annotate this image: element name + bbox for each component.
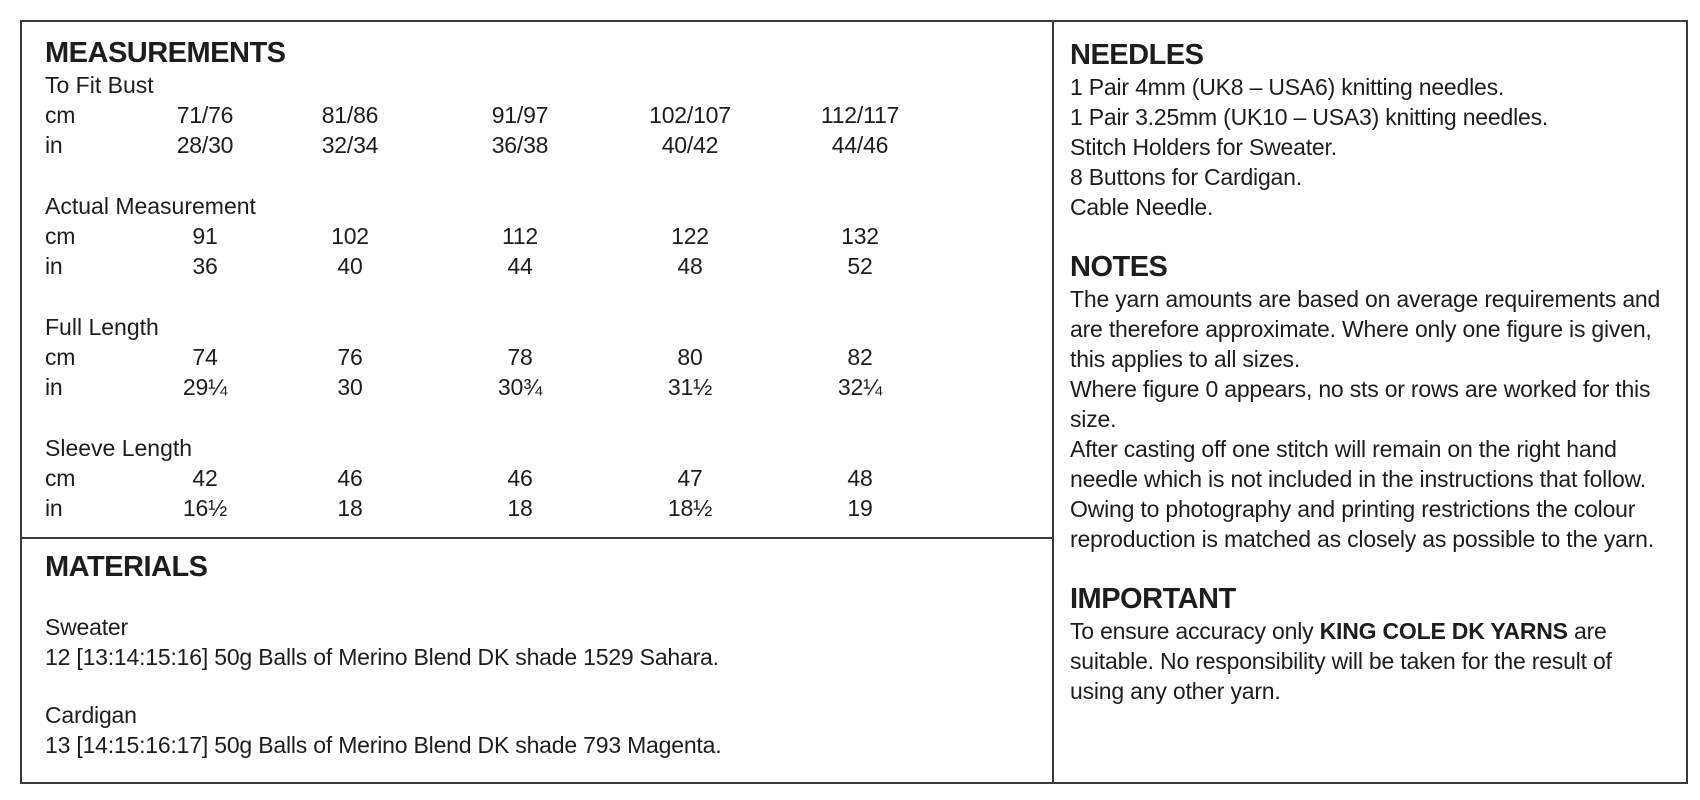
value-cell: 48	[847, 464, 873, 491]
value-cell: 36	[192, 252, 218, 279]
unit-label: in	[45, 252, 63, 279]
value-cell: 46	[337, 464, 363, 491]
important-section	[1070, 582, 1670, 706]
value-cell: 42	[192, 464, 218, 491]
value-cell: 47	[677, 464, 703, 491]
measurement-row	[45, 251, 1005, 281]
value-cell: 40	[337, 252, 363, 279]
important-text-start: To ensure accuracy only	[1070, 618, 1320, 644]
measurement-group	[45, 70, 1005, 160]
important-title: IMPORTANT	[1070, 583, 1236, 615]
important-text-end: are suitable. No responsibility will be taken for the result of using any other yarn.	[1070, 618, 1612, 704]
group-label: To Fit Bust	[45, 72, 154, 98]
notes-title: NOTES	[1070, 251, 1168, 283]
measurement-row	[45, 372, 1005, 402]
measurement-row	[45, 493, 1005, 523]
value-cell: 122	[671, 222, 709, 249]
value-cell: 32/34	[321, 131, 379, 158]
column-divider	[1052, 20, 1054, 784]
measurement-group	[45, 191, 1005, 281]
notes-section	[1070, 250, 1670, 554]
material-text: 13 [14:15:16:17] 50g Balls of Merino Blend DK shade 793 Magenta.	[45, 732, 722, 758]
value-cell: 112/117	[820, 101, 900, 128]
value-cell: 76	[337, 343, 363, 370]
value-cell: 112	[501, 222, 539, 249]
unit-label: in	[45, 494, 63, 521]
right-column	[1070, 38, 1670, 734]
value-cell: 74	[192, 343, 218, 370]
value-cell: 18	[337, 494, 363, 521]
value-cell: 32¼	[837, 373, 883, 400]
needles-line: 8 Buttons for Cardigan.	[1070, 164, 1302, 190]
group-label: Full Length	[45, 314, 159, 340]
group-label: Actual Measurement	[45, 193, 256, 219]
important-text	[1070, 616, 1670, 706]
value-cell: 30¾	[497, 373, 543, 400]
needles-title: NEEDLES	[1070, 39, 1204, 71]
brand-name: KING COLE DK YARNS	[1319, 618, 1568, 644]
measurements-section	[45, 36, 1005, 554]
value-cell: 30	[337, 373, 363, 400]
value-cell: 29¼	[182, 373, 228, 400]
value-cell: 102/107	[649, 101, 731, 128]
value-cell: 16½	[182, 494, 228, 521]
value-cell: 44	[507, 252, 533, 279]
unit-label: cm	[45, 343, 76, 370]
notes-paragraph: Where figure 0 appears, no sts or rows are worked for this size.	[1070, 376, 1651, 432]
value-cell: 81/86	[321, 101, 379, 128]
group-label: Sleeve Length	[45, 435, 193, 461]
needles-line: Stitch Holders for Sweater.	[1070, 134, 1337, 160]
value-cell: 46	[507, 464, 533, 491]
value-cell: 91/97	[491, 101, 549, 128]
value-cell: 31½	[667, 373, 713, 400]
value-cell: 36/38	[491, 131, 549, 158]
material-label: Cardigan	[45, 702, 137, 728]
measurement-row	[45, 221, 1005, 251]
materials-title: MATERIALS	[45, 551, 208, 583]
unit-label: cm	[45, 464, 76, 491]
materials-section	[45, 550, 1005, 760]
measurement-row	[45, 463, 1005, 493]
value-cell: 52	[847, 252, 873, 279]
value-cell: 44/46	[831, 131, 889, 158]
needles-line: 1 Pair 3.25mm (UK10 – USA3) knitting needles.	[1070, 104, 1549, 130]
unit-label: in	[45, 131, 63, 158]
unit-label: cm	[45, 101, 76, 128]
notes-paragraph: Owing to photography and printing restrictions the colour reproduction is matched as closely as possible to the yarn.	[1070, 496, 1654, 552]
needles-line: Cable Needle.	[1070, 194, 1214, 220]
needles-section	[1070, 38, 1670, 222]
value-cell: 132	[841, 222, 879, 249]
value-cell: 80	[677, 343, 703, 370]
measurement-group	[45, 312, 1005, 402]
needles-line: 1 Pair 4mm (UK8 – USA6) knitting needles.	[1070, 74, 1505, 100]
value-cell: 48	[677, 252, 703, 279]
measurement-row	[45, 342, 1005, 372]
value-cell: 91	[192, 222, 218, 249]
value-cell: 19	[847, 494, 873, 521]
measurement-row	[45, 130, 1005, 160]
unit-label: cm	[45, 222, 76, 249]
material-label: Sweater	[45, 614, 128, 640]
value-cell: 28/30	[176, 131, 234, 158]
value-cell: 82	[847, 343, 873, 370]
value-cell: 78	[507, 343, 533, 370]
unit-label: in	[45, 373, 63, 400]
measurement-group	[45, 433, 1005, 523]
measurement-row	[45, 100, 1005, 130]
value-cell: 102	[331, 222, 369, 249]
notes-paragraph: After casting off one stitch will remain on the right hand needle which is not included in the instructions that follow.	[1070, 436, 1646, 492]
measurements-title: MEASUREMENTS	[45, 37, 286, 69]
value-cell: 18	[507, 494, 533, 521]
value-cell: 18½	[667, 494, 713, 521]
notes-paragraph: The yarn amounts are based on average requirements and are therefore approximate. Where only one figure is given, this applies to all sizes.	[1070, 286, 1661, 372]
material-text: 12 [13:14:15:16] 50g Balls of Merino Blend DK shade 1529 Sahara.	[45, 644, 719, 670]
value-cell: 71/76	[176, 101, 234, 128]
value-cell: 40/42	[661, 131, 719, 158]
